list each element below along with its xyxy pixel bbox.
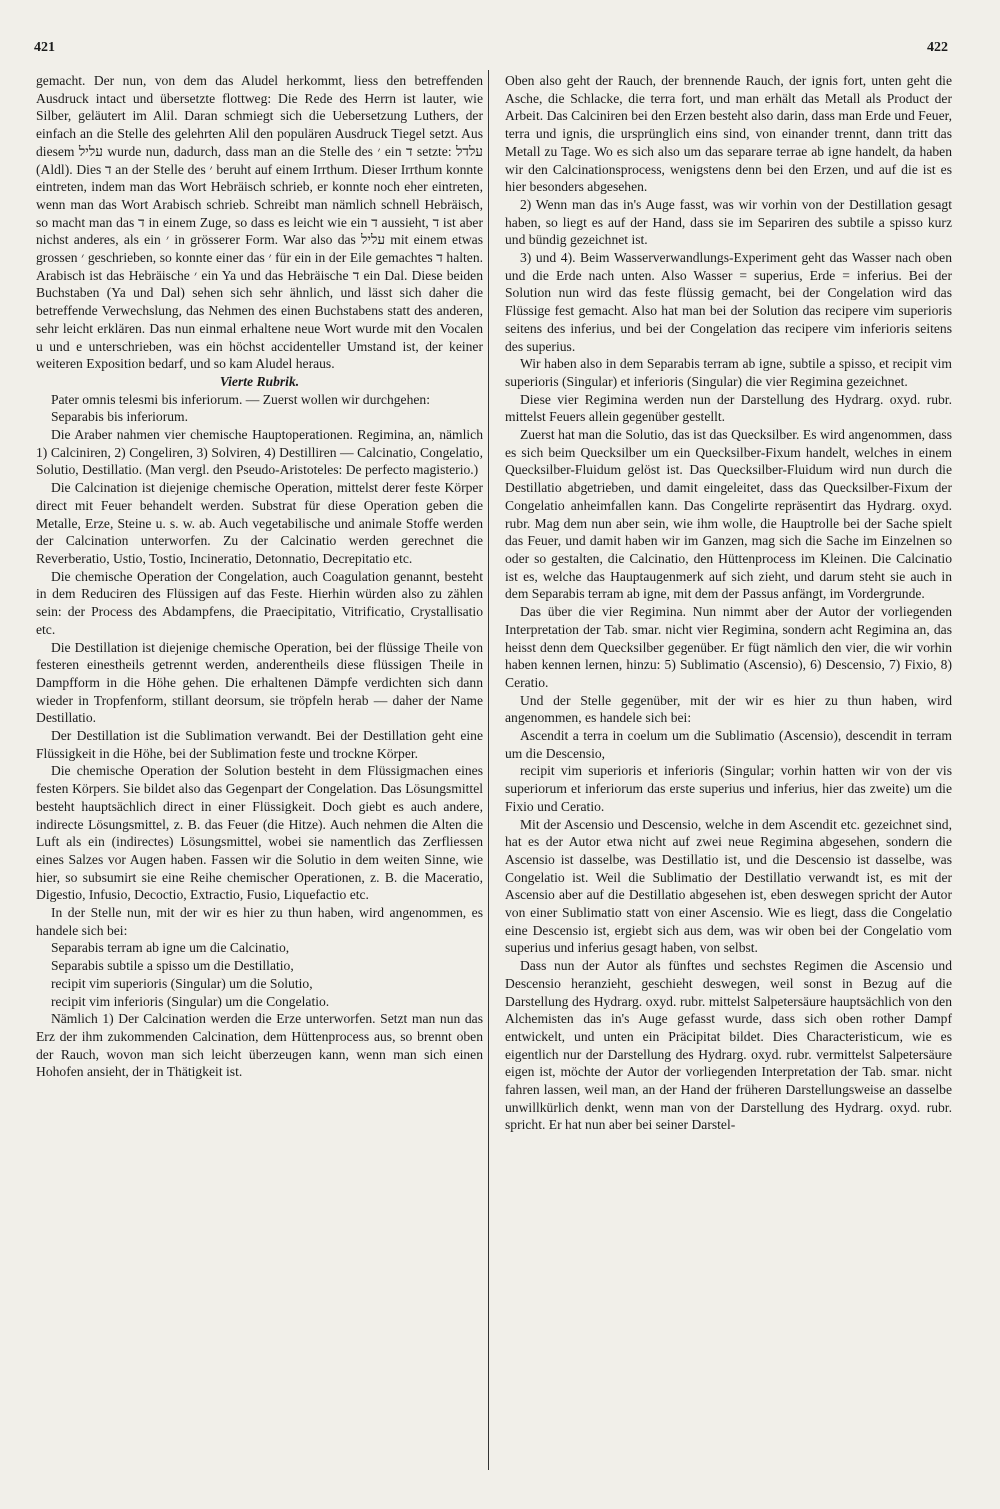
paragraph: Die Araber nahmen vier chemische Hauptoperationen. Regimina, an, nämlich 1) Calciniren, 2) Congeliren, 3) Solviren, 4) Destilliren — Calcinatio, Congelatio, Solutio, Destillatio. (Man vergl. den Pseudo-Aristoteles: De perfecto magisterio.) bbox=[36, 427, 483, 478]
paragraph: Die chemische Operation der Solution besteht in dem Flüssigmachen eines festen Körpers. Sie bildet also das Gegenpart der Congelation. Das Lösungsmittel besteht hauptsächlich direct in einer Flüssigkeit. Doch giebt es auch andere, indirecte Lösungsmittel, z. B. das Feuer (die Hitze). Auch nehmen die Alten die Luft als ein (indirectes) Lösungsmittel, wobei sie namentlich das Zerfliessen eines Salzes vor Augen haben. Fassen wir die Solutio in dem weiten Sinne, wie hier, so subsumirt sie eine Reihe chemischer Operationen, z. B. die Maceratio, Digestio, Infusio, Decoctio, Extractio, Fusio, Liquefactio etc. bbox=[36, 763, 483, 903]
paragraph: Und der Stelle gegenüber, mit der wir es hier zu thun haben, wird angenommen, es handele sich bei: bbox=[505, 692, 952, 726]
paragraph: Separabis bis inferiorum. bbox=[50, 409, 188, 425]
column-divider bbox=[488, 70, 489, 1470]
paragraph: gemacht. Der nun, von dem das Aludel herkommt, liess den betreffenden Ausdruck intact und übersetzte flottweg: Die Rede des Herrn ist lauter, wie Silber, geläutert im Alil. Daran schmiegt sich die Uebersetzung Luthers, der einfach an die Stelle des gelehrten Alil den populären Ausdruck Tiegel setzt. Aus diesem עליל wurde nun, dadurch, dass man an die Stelle des ׳ ein ד setzte: עלדל (Aldl). Dies ד an der Stelle des ׳ beruht auf einem Irrthum. Dieser Irrthum konnte eintreten, indem man das Wort Hebräisch schrieb, er konnte noch eher eintreten, wenn man das Wort Arabisch schrieb. Schreibt man nämlich schnell Hebräisch, so macht man das ד in einem Zuge, so dass es leicht wie ein ד aussieht, ד ist aber nichst anderes, als ein ׳ in grösserer Form. War also das עליל mit einem etwas grossen ׳ geschrieben, so konnte einer das ׳ für ein in der Eile gemachtes ד halten. Arabisch ist das Hebräische ׳ ein Ya und das Hebräische ד ein Dal. Diese beiden Buchstaben (Ya und Dal) sehen sich sehr ähnlich, und lässt sich daher die betreffende Verwechslung, das Nehmen des einen Buchstabens statt des anderen, sehr leicht erklären. Das nun einmal erhaltene neue Wort wurde mit den Vocalen u und e unterschrieben, was ein höchst accidenteller Umstand ist, der keiner weiteren Exposition bedarf, und so kam Aludel heraus. bbox=[36, 73, 484, 372]
list-line: recipit vim superioris (Singular) um die Solutio, bbox=[50, 975, 313, 991]
paragraph: Ascendit a terra in coelum um die Sublimatio (Ascensio), descendit in terram um die Descensio, bbox=[505, 728, 952, 761]
list-line: recipit vim inferioris (Singular) um die Congelatio. bbox=[50, 993, 330, 1009]
paragraph: Der Destillation ist die Sublimation verwandt. Bei der Destillation geht eine Flüssigkeit in die Höhe, bei der Sublimation feste und trockne Körper. bbox=[36, 728, 483, 761]
paragraph: Dass nun der Autor als fünftes und sechstes Regimen die Ascensio und Descensio heranzieht, geschieht deswegen, weil sonst in Bezug auf die Darstellung des Hydrarg. oxyd. rubr. mittelst Salpetersäure hauptsächlich von den Alchemisten das in's Auge gefasst wurde, dass sich oben rother Dampf entwickelt, und unten ein Präcipitat bildet. Dies Characteristicum, wie es eigentlich nur der Darstellung des Hydrarg. oxyd. rubr. vermittelst Salpetersäure eigen ist, möchte der Autor der vorliegenden Interpretation der Tab. smar. nicht fahren lassen, weil man, an der Hand der früheren Darstellungsweise an dasselbe unwillkürlich denkt, wenn man von der Darstellung des Hydrarg. oxyd. rubr. spricht. Er hat nun aber bei seiner Darstel- bbox=[505, 958, 952, 1133]
paragraph: recipit vim superioris et inferioris (Singular; vorhin hatten wir von der vis superiorum et inferiorum das erste superius und inferius, hier das zweite) um die Fixio und Ceratio. bbox=[505, 763, 952, 814]
page-number-right: 422 bbox=[927, 40, 948, 55]
paragraph: Die chemische Operation der Congelation, auch Coagulation genannt, besteht in dem Reduciren des Flüssigen auf das Feste. Hierhin würden also zu zählen sein: der Process des Abdampfens, die Praecipitatio, Vitrificatio, Crystallisatio etc. bbox=[36, 568, 483, 637]
section-heading: Vierte Rubrik. bbox=[219, 373, 300, 389]
page-number-left: 421 bbox=[34, 40, 55, 55]
paragraph: 2) Wenn man das in's Auge fasst, was wir vorhin von der Destillation gesagt haben, so liegt es auf der Hand, dass sie im Separiren des subtile a spisso kurz und bündig gezeichnet ist. bbox=[505, 196, 952, 248]
paragraph: Zuerst hat man die Solutio, das ist das Quecksilber. Es wird angenommen, dass es sich beim Quecksilber um ein Quecksilber-Fixum handelt, welches in einem Quecksilber-Fluidum gelöst ist. Das Quecksilber-Fluidum wird nun durch die Destillatio abgetrieben, und damit eingeleitet, dass das Quecksilber-Fixum der Congelatio anheimfallen kann. Das Congelirte repräsentirt das Hydrarg. oxyd. rubr. Mag dem nun aber sein, wie ihm wolle, die Hauptrolle bei der Sache spielt das Feuer, und damit haben wir im Ganzen, mag sich die Sache im Einzelnen so oder so gestalten, die Calcinatio, den Hüttenprocess im Kleinen. Die Calcinatio ist es, welche das Hauptaugenmerk auf sich zieht, und darum steht sie auch in dem Separabis terram ab igne, mit dem der Passus anfängt, im Vordergrunde. bbox=[505, 427, 952, 602]
paragraph: Die Destillation ist diejenige chemische Operation, bei der flüssige Theile von festeren einestheils getrennt werden, anderentheils diese flüssigen Theile in Dampfform in die Höhe gehen. Die erhaltenen Dämpfe verdichten sich dann wieder in Tropfenform, stillant deorsum, sie tröpfeln herab — daher der Name Destillatio. bbox=[36, 639, 483, 726]
list-line: Separabis subtile a spisso um die Destillatio, bbox=[50, 958, 294, 974]
paragraph: Die Calcination ist diejenige chemische Operation, mittelst derer feste Körper direct mit Feuer behandelt werden. Substrat für diese Operation geben die Metalle, Erze, Steine u. s. w. ab. Auch vegetabilische und animale Stoffe werden der Calcination unterworfen. Zu der Calcinatio werden gerechnet die Reverberatio, Ustio, Tostio, Incineratio, Detonnatio, Decrepitatio etc. bbox=[36, 480, 483, 566]
paragraph: 3) und 4). Beim Wasserverwandlungs-Experiment geht das Wasser nach oben und die Erde nach unten. Also Wasser = superius, Erde = inferius. Bei der Solution nun wird das feste flüssig gemacht, bei der Congelation wird das Flüssige fest gemacht. Also hat man bei der Solution das recipere vim superioris seitens des inferius, und bei der Congelation das recipere vim inferioris seitens des superius. bbox=[505, 250, 952, 354]
right-column bbox=[505, 72, 952, 1134]
paragraph: Pater omnis telesmi bis inferiorum. — Zuerst wollen wir durchgehen: bbox=[50, 391, 430, 407]
paragraph: In der Stelle nun, mit der wir es hier zu thun haben, wird angenommen, es handele sich bei: bbox=[36, 905, 483, 938]
paragraph: Diese vier Regimina werden nun der Darstellung des Hydrarg. oxyd. rubr. mittelst Feuers allein gegenüber gestellt. bbox=[505, 391, 952, 425]
left-column bbox=[36, 72, 483, 1081]
paragraph: Mit der Ascensio und Descensio, welche in dem Ascendit etc. gezeichnet sind, hat es der Autor etwa nicht auf zwei neue Regimina abgesehen, sondern die Ascensio ist dasselbe, was Destillatio ist, und die Descensio ist dasselbe, was Congelatio ist. Weil die Sublimatio der Destillatio verwandt ist, es mit der Ascensio aber auf die Destillatio abgesehen ist, eben deswegen spricht der Autor von einer Sublimatio statt von einer Ascensio. Wie es liegt, dass die Congelatio eine Descensio ist, ergiebt sich aus dem, was wir oben bei der Congelatio vom superius und inferius gesagt haben, von selbst. bbox=[505, 816, 952, 956]
paragraph: Wir haben also in dem Separabis terram ab igne, subtile a spisso, et recipit vim superioris (Singular) et inferioris (Singular) die vier Regimina gezeichnet. bbox=[505, 356, 952, 389]
paragraph: Das über die vier Regimina. Nun nimmt aber der Autor der vorliegenden Interpretation der Tab. smar. nicht vier Regimina, sondern acht Regimina an, das heisst denn dem Quecksilber gegenüber. Er fügt nämlich den vier, die wir vorhin haben kennen lernen, hinzu: 5) Sublimatio (Ascensio), 6) Descensio, 7) Fixio, 8) Ceratio. bbox=[505, 604, 952, 690]
list-line: Separabis terram ab igne um die Calcinatio, bbox=[50, 940, 290, 956]
paragraph: Nämlich 1) Der Calcination werden die Erze unterworfen. Setzt man nun das Erz der ihm zukommenden Calcination, dem Hüttenprocess aus, so brennt oben der Rauch, wovon man sich leicht überzeugen kann, wenn man sich einen Hohofen ansieht, der in Thätigkeit ist. bbox=[36, 1011, 483, 1080]
paragraph: Oben also geht der Rauch, der brennende Rauch, der ignis fort, unten geht die Asche, die Schlacke, die terra fort, und man erhält das Metall als Product der Arbeit. Das Calciniren bei den Erzen besteht also darin, dass man Erde und Feuer, terra und ignis, die ursprünglich eins sind, von einander trennt, dann tritt das Metall zu Tage. Wo es sich also um das separare terrae ab igne handelt, da haben wir den Calcinationsprocess, wenigstens denn bei den Erzen, und auf die ist es hier besonders abgesehen. bbox=[505, 73, 952, 195]
